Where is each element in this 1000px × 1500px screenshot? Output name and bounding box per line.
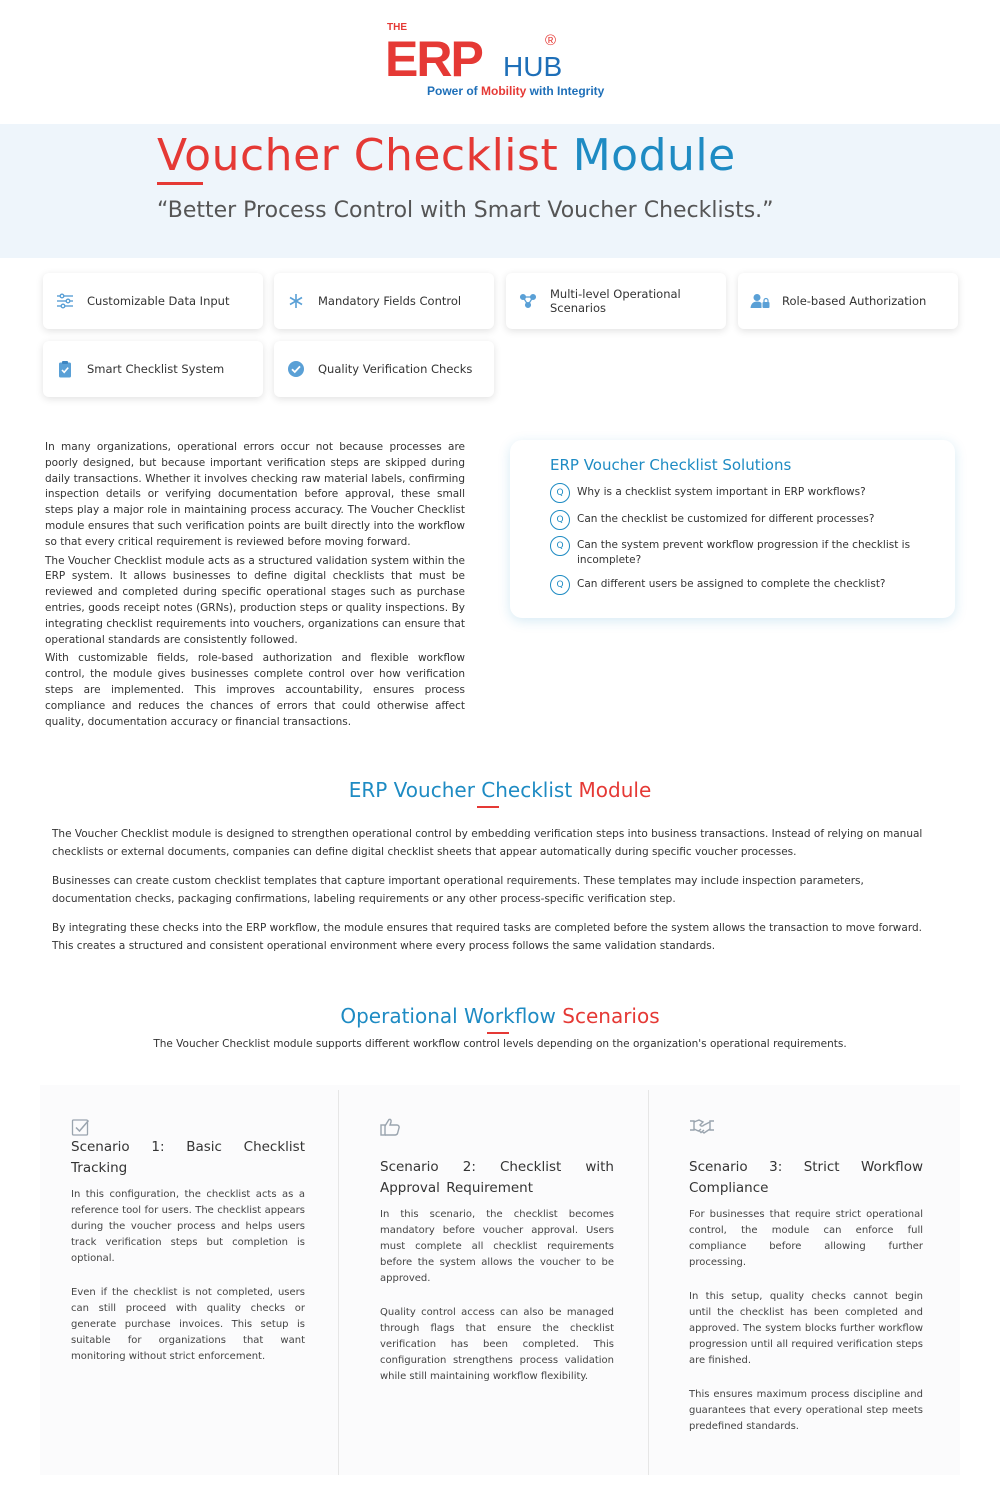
scenario-title: Scenario 2: Checklist with Approval Requirement — [380, 1159, 614, 1196]
question-icon: Q — [550, 483, 570, 503]
scenario-paragraph: For businesses that require strict operational control, the module can enforce full compliance before allowing further processing. — [689, 1209, 923, 1268]
faq-item[interactable] — [550, 510, 930, 530]
workflow-subtitle: The Voucher Checklist module supports different workflow control levels depending on the organization's operational requirements. — [153, 1038, 847, 1050]
network-icon — [518, 291, 538, 311]
asterisk-icon — [286, 291, 306, 311]
intro-paragraph-3: With customizable fields, role-based authorization and flexible workflow control, the module gives businesses complete control over how verification steps are implemented. This improves accountability, ensures process compliance and reduces the chances of errors that could otherwise affect quality, documentation accuracy or financial transactions. — [45, 652, 465, 728]
sliders-icon — [55, 291, 75, 311]
workflow-title-underline — [487, 1032, 509, 1034]
scenario-paragraph: In this scenario, the checklist becomes mandatory before voucher approval. Users must complete all checklist requirements before the system allows the voucher to be approved. — [380, 1209, 614, 1284]
feature-card-multi-level-scenarios[interactable] — [506, 273, 726, 329]
module-description — [52, 826, 932, 967]
faq-question: Why is a checklist system important in ERP workflows? — [577, 486, 866, 498]
scenario-2 — [380, 1117, 614, 1403]
brand-erp: ERP — [385, 31, 482, 87]
module-title-underline — [477, 806, 499, 808]
faq-question: Can the system prevent workflow progression if the checklist is incomplete? — [577, 539, 911, 566]
question-icon: Q — [550, 510, 570, 530]
scenario-paragraph: Quality control access can also be managed through flags that ensure the checklist verification has been completed. This configuration strengthens process validation while still maintaining workflow flexibility. — [380, 1307, 614, 1382]
faq-question: Can the checklist be customized for different processes? — [577, 513, 875, 525]
handshake-icon — [689, 1117, 711, 1139]
feature-card-customizable-data-input[interactable] — [43, 273, 263, 329]
feature-label: Customizable Data Input — [87, 294, 230, 308]
scenario-divider — [338, 1090, 339, 1475]
brand-registered: ® — [545, 32, 557, 49]
faq-item[interactable] — [550, 575, 930, 595]
module-title-red: Module — [578, 778, 652, 802]
faq-item[interactable] — [550, 536, 930, 568]
thumbs-up-icon — [380, 1117, 402, 1139]
scenario-title: Scenario 3: Strict Workflow Compliance — [689, 1159, 923, 1196]
scenario-title: Scenario 1: Basic Checklist Tracking — [71, 1139, 305, 1176]
module-title-blue: ERP Voucher Checklist — [348, 778, 579, 802]
feature-card-smart-checklist[interactable] — [43, 341, 263, 397]
module-paragraph-3: By integrating these checks into the ERP workflow, the module ensures that required tasks are completed before the system allows the transaction to move forward. This creates a structured and consistent operational environment where every process follows the same validation standards. — [52, 922, 922, 952]
feature-label: Smart Checklist System — [87, 362, 225, 376]
brand-logo[interactable] — [385, 22, 625, 102]
faq-title: ERP Voucher Checklist Solutions — [550, 456, 792, 474]
module-paragraph-2: Businesses can create custom checklist templates that capture important operational requirements. These templates may include inspection parameters, documentation checks, packaging confirmations, labeling requirements or any other process-specific verification step. — [52, 875, 864, 905]
check-circle-icon — [286, 359, 306, 379]
brand-tagline — [427, 84, 604, 98]
question-icon: Q — [550, 575, 570, 595]
brand-hub: HUB — [503, 51, 563, 82]
title-underline — [157, 182, 203, 185]
scenario-3 — [689, 1117, 923, 1453]
brand-the: THE — [387, 22, 407, 33]
feature-card-mandatory-fields[interactable] — [274, 273, 494, 329]
page-title — [157, 130, 736, 181]
feature-label: Quality Verification Checks — [318, 362, 473, 376]
question-icon: Q — [550, 536, 570, 556]
faq-item[interactable] — [550, 483, 930, 503]
intro-text — [45, 440, 465, 733]
checkbox-icon — [71, 1117, 93, 1139]
clipboard-check-icon — [55, 359, 75, 379]
page-title-blue: Module — [572, 130, 736, 181]
tagline-accent: Mobility — [481, 84, 527, 98]
scenario-divider — [648, 1090, 649, 1475]
feature-label: Mandatory Fields Control — [318, 294, 462, 308]
module-section-title — [0, 778, 1000, 802]
faq-question: Can different users be assigned to complete the checklist? — [577, 578, 886, 590]
tagline-post: with Integrity — [526, 84, 605, 98]
scenario-1 — [71, 1117, 305, 1383]
tagline-pre: Power of — [427, 84, 482, 98]
workflow-title-blue: Operational Workflow — [340, 1004, 563, 1028]
faq-card — [510, 440, 955, 618]
page-subtitle: “Better Process Control with Smart Voucher Checklists.” — [157, 198, 774, 223]
intro-paragraph-2: The Voucher Checklist module acts as a structured validation system within the ERP system. It allows businesses to define digital checklists that must be reviewed and completed during specific operational stages such as purchase entries, goods receipt notes (GRNs), production steps or quality inspections. By integrating checklist requirements into vouchers, organizations can ensure that operational standards are consistently followed. — [45, 554, 465, 646]
workflow-title-red: Scenarios — [562, 1004, 660, 1028]
intro-paragraph-1: In many organizations, operational errors occur not because processes are poorly designed, but because important verification steps are skipped during daily transactions. Whether it involves checking raw material labels, confirming inspection details or verifying documentation before approval, these small steps play a major role in maintaining process accuracy. The Voucher Checklist module ensures that such verification points are built directly into the workflow so that every critical requirement is reviewed before moving forward. — [45, 441, 465, 548]
scenario-paragraph: In this configuration, the checklist acts as a reference tool for users. The checklist appears during the voucher process and helps users track verification steps but completion is optional. — [71, 1189, 305, 1264]
workflow-section-title — [0, 1004, 1000, 1028]
feature-label: Role-based Authorization — [782, 294, 927, 308]
feature-card-quality-verification[interactable] — [274, 341, 494, 397]
module-paragraph-1: The Voucher Checklist module is designed to strengthen operational control by embedding verification steps into business transactions. Instead of relying on manual checklists or external documents, companies can define digital checklist sheets that appear automatically during specific voucher processes. — [52, 828, 923, 858]
scenario-paragraph: In this setup, quality checks cannot begin until the checklist has been completed and approved. The system blocks further workflow progression until all required verification steps are finished. — [689, 1291, 923, 1366]
scenario-paragraph: Even if the checklist is not completed, users can still proceed with quality checks or generate purchase invoices. This setup is suitable for organizations that want monitoring without strict enforcement. — [71, 1287, 305, 1362]
scenario-paragraph: This ensures maximum process discipline and guarantees that every operational step meets predefined standards. — [689, 1389, 923, 1432]
feature-label: Multi-level Operational Scenarios — [550, 287, 681, 315]
page-title-red: Voucher Checklist — [157, 130, 573, 181]
feature-card-role-based-authorization[interactable] — [738, 273, 958, 329]
user-lock-icon — [750, 291, 770, 311]
